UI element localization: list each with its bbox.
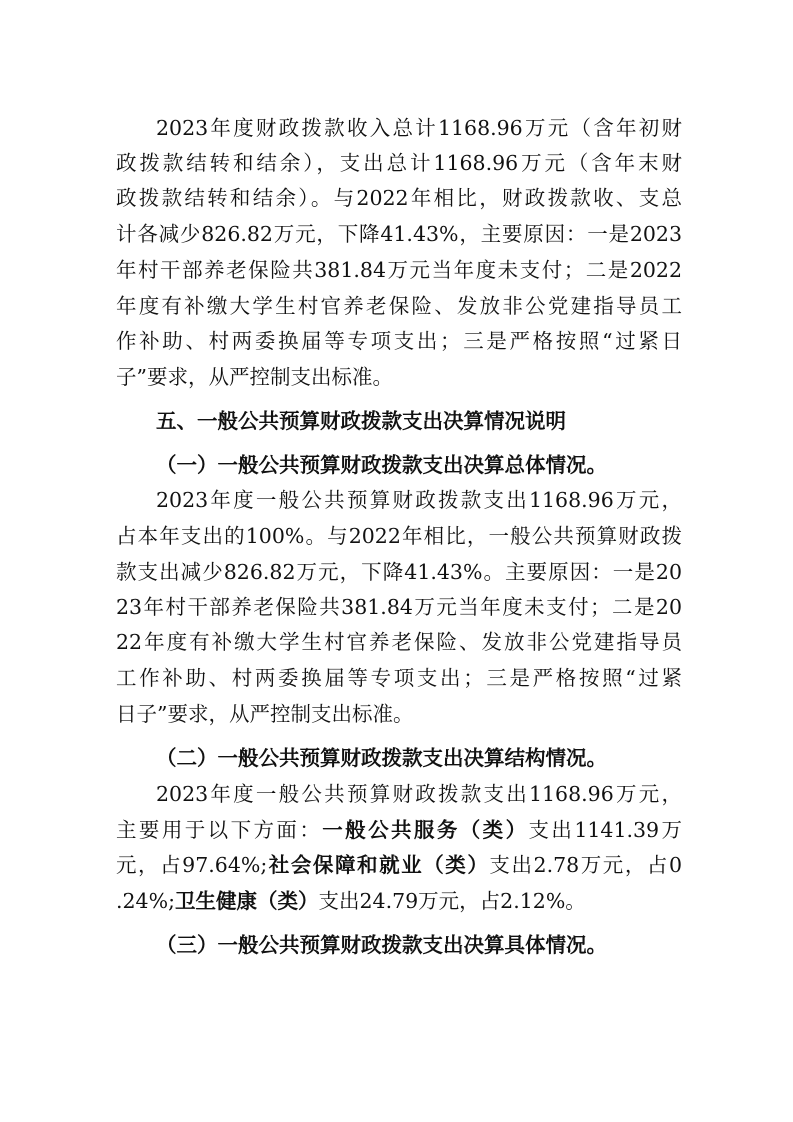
- paragraph-line: 占本年支出的100%。与2022年相比，一般公共预算财政拨: [116, 524, 682, 548]
- paragraph-line: 款支出减少826.82万元，下降41.43%。主要原因：一是20: [116, 560, 682, 584]
- paragraph-line: 日子”要求，从严控制支出标准。: [116, 702, 414, 726]
- text-run: 支出1141.39万: [528, 818, 682, 842]
- paragraph-line: 作补助、村两委换届等专项支出；三是严格按照“过紧日: [116, 329, 682, 353]
- category-label: 社会保障和就业（类）: [267, 853, 490, 877]
- paragraph-line: 子”要求，从严控制支出标准。: [116, 365, 393, 389]
- paragraph-line: 22年度有补缴大学生村官养老保险、发放非公党建指导员: [116, 630, 682, 654]
- text-run: 元，占97.64%;: [116, 853, 268, 877]
- text-run: 支出2.78万元，占0: [489, 853, 682, 877]
- subsection-heading: （一）一般公共预算财政拨款支出决算总体情况。: [156, 453, 607, 477]
- paragraph-line: 23年村干部养老保险共381.84万元当年度未支付；二是20: [116, 595, 682, 619]
- text-run: 主要用于以下方面：: [116, 818, 323, 842]
- paragraph-line: [116, 845, 682, 885]
- section-heading: 五、一般公共预算财政拨款支出决算情况说明: [156, 409, 566, 433]
- paragraph-line: 2023年度一般公共预算财政拨款支出1168.96万元，: [156, 488, 682, 512]
- text-run: .24%;: [116, 889, 175, 913]
- subsection-heading: （三）一般公共预算财政拨款支出决算具体情况。: [156, 933, 607, 957]
- paragraph-line: 政拨款结转和结余）。与2022年相比，财政拨款收、支总: [116, 186, 682, 210]
- paragraph-line: 工作补助、村两委换届等专项支出；三是严格按照“过紧: [116, 666, 682, 690]
- category-label: 一般公共服务（类）: [322, 818, 529, 842]
- paragraph-line: 计各减少826.82万元，下降41.43%，主要原因：一是2023: [116, 222, 682, 246]
- paragraph-line: 年村干部养老保险共381.84万元当年度未支付；二是2022: [116, 258, 682, 282]
- subsection-heading: （二）一般公共预算财政拨款支出决算结构情况。: [156, 746, 607, 770]
- paragraph-line: 年度有补缴大学生村官养老保险、发放非公党建指导员工: [116, 294, 682, 318]
- text-run: 支出24.79万元，占2.12%。: [318, 889, 586, 913]
- paragraph-line: 2023年度一般公共预算财政拨款支出1168.96万元，: [156, 782, 682, 806]
- paragraph-line: [116, 881, 682, 921]
- paragraph-line: [116, 810, 682, 850]
- paragraph-line: 2023年度财政拨款收入总计1168.96万元（含年初财: [156, 116, 682, 140]
- category-label: 卫生健康（类）: [175, 889, 319, 913]
- paragraph-line: 政拨款结转和结余），支出总计1168.96万元（含年末财: [116, 151, 682, 175]
